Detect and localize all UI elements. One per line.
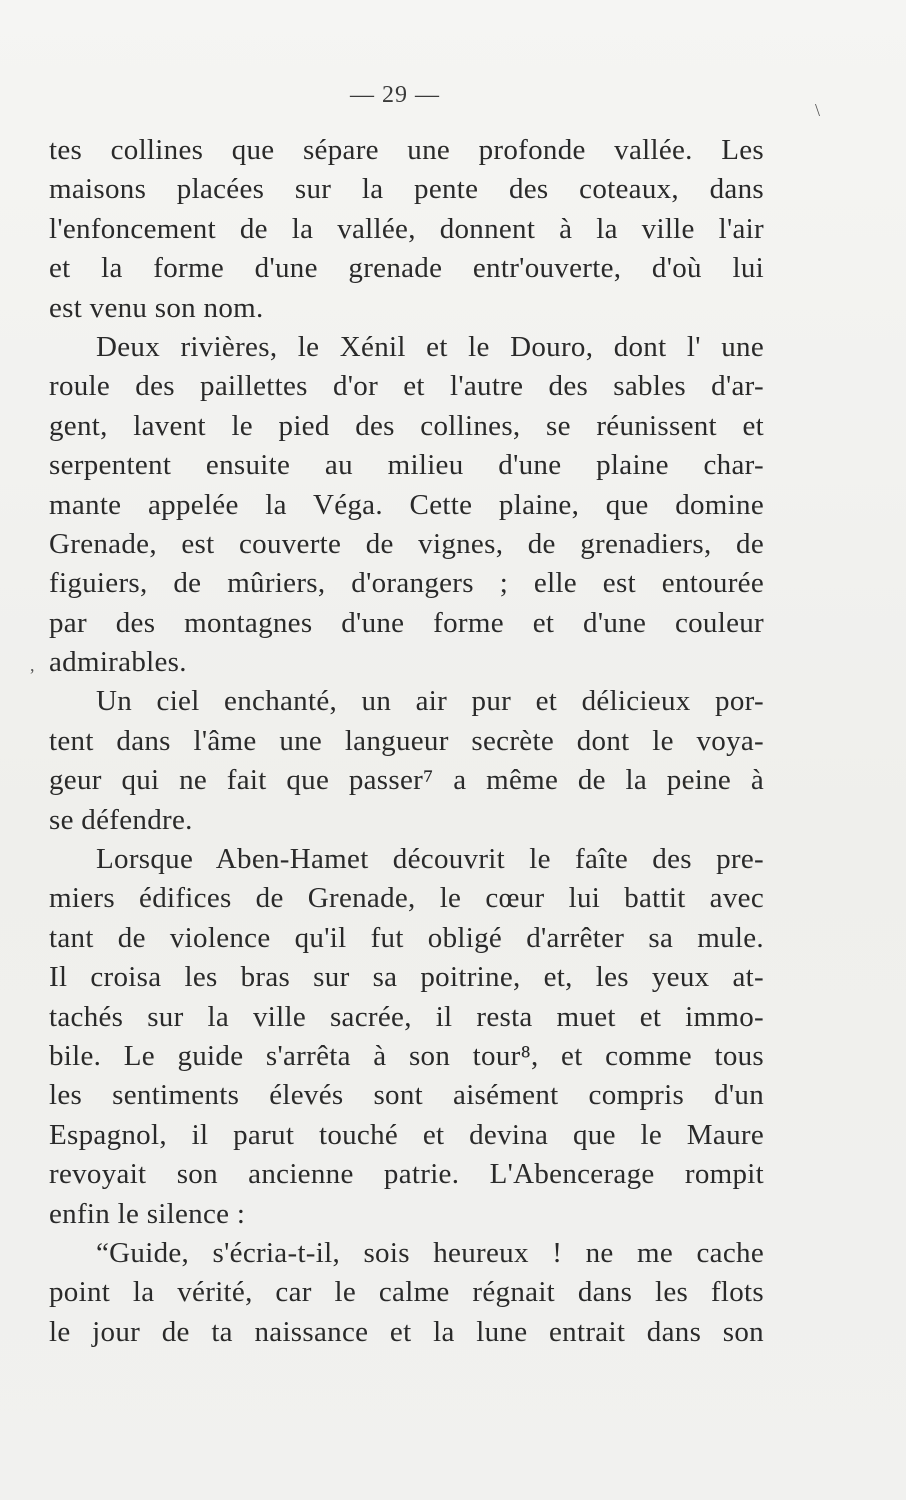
- text-line: “Guide, s'écria-t-il, sois heureux ! ne me cache: [96, 1236, 764, 1269]
- text-line: Un ciel enchanté, un air pur et délicieux por-: [96, 685, 764, 718]
- text-line: par des montagnes d'une forme et d'une couleur: [49, 606, 764, 639]
- text-line: revoyait son ancienne patrie. L'Abencerage rompit: [49, 1158, 764, 1191]
- text-line: enfin le silence :: [49, 1197, 246, 1230]
- text-line: gent, lavent le pied des collines, se réunissent et: [49, 409, 764, 442]
- text-line: bile. Le guide s'arrêta à son tour⁸, et comme tous: [49, 1039, 764, 1072]
- text-line: le jour de ta naissance et la lune entrait dans son: [49, 1315, 764, 1348]
- text-line: admirables.: [49, 646, 187, 679]
- text-line: Lorsque Aben-Hamet découvrit le faîte des pre-: [96, 843, 764, 876]
- text-line: figuiers, de mûriers, d'orangers ; elle est entourée: [49, 567, 764, 600]
- text-line: Il croisa les bras sur sa poitrine, et, les yeux at-: [49, 961, 764, 994]
- text-line: Grenade, est couverte de vignes, de grenadiers, de: [49, 527, 764, 560]
- text-line: et la forme d'une grenade entr'ouverte, d'où lui: [49, 252, 764, 285]
- text-line: les sentiments élevés sont aisément compris d'un: [49, 1079, 764, 1112]
- text-line: est venu son nom.: [49, 291, 264, 324]
- text-line: se défendre.: [49, 803, 193, 836]
- text-line: miers édifices de Grenade, le cœur lui battit avec: [49, 882, 764, 915]
- text-line: tes collines que sépare une profonde vallée. Les: [49, 134, 764, 166]
- body-text: [49, 131, 764, 1352]
- text-line: tant de violence qu'il fut obligé d'arrêter sa mule.: [49, 921, 764, 954]
- text-line: roule des paillettes d'or et l'autre des sables d'ar-: [49, 370, 764, 403]
- text-line: tent dans l'âme une langueur secrète dont le voya-: [49, 724, 764, 757]
- text-line: tachés sur la ville sacrée, il resta muet et immo-: [49, 1000, 764, 1033]
- margin-mark-left: ,: [30, 655, 35, 675]
- page-number: — 29 —: [350, 82, 440, 108]
- text-line: mante appelée la Véga. Cette plaine, que domine: [49, 488, 764, 521]
- text-line: Deux rivières, le Xénil et le Douro, dont l' une: [96, 330, 764, 363]
- text-line: serpentent ensuite au milieu d'une plaine char-: [49, 449, 764, 482]
- text-line: l'enfoncement de la vallée, donnent à la ville l'air: [49, 212, 764, 245]
- text-line: Espagnol, il parut touché et devina que le Maure: [49, 1118, 764, 1151]
- text-line: geur qui ne fait que passer⁷ a même de la peine à: [49, 764, 764, 797]
- text-line: maisons placées sur la pente des coteaux, dans: [49, 173, 764, 206]
- text-line: point la vérité, car le calme régnait dans les flots: [49, 1276, 764, 1309]
- margin-mark-right: \: [815, 100, 821, 120]
